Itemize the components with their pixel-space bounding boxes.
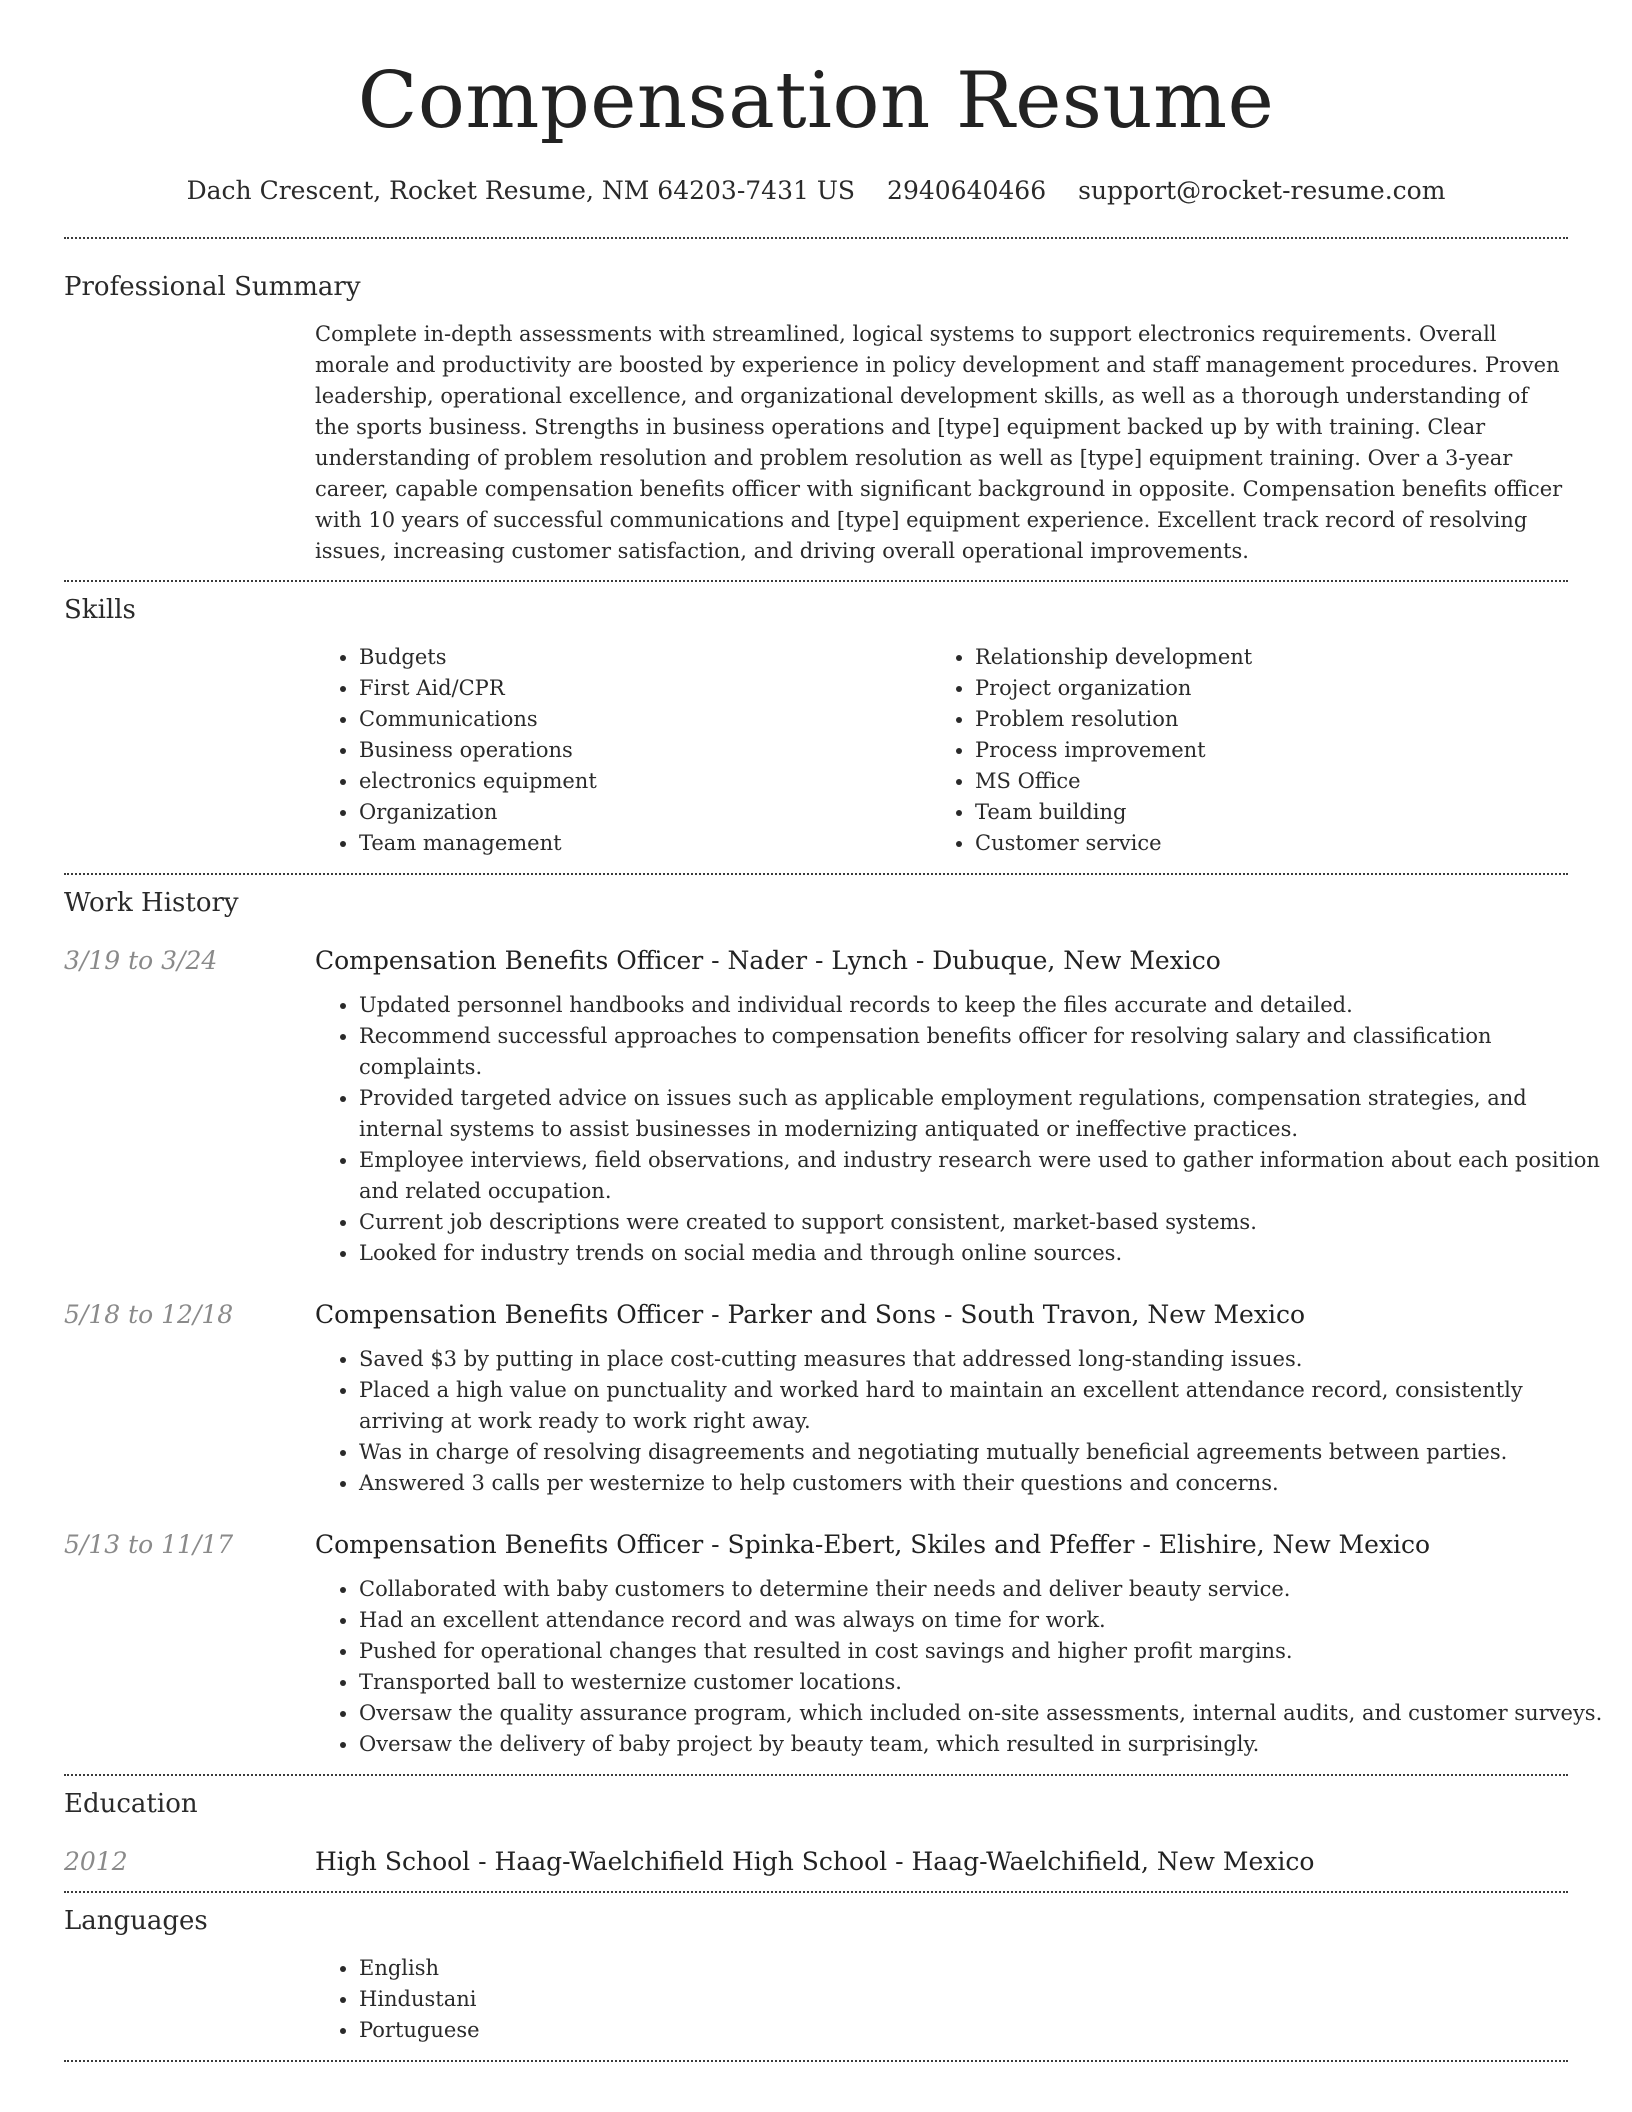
summary-text: Complete in-depth assessments with streamlined, logical systems to support electronics requirements. Overall morale and productivity are boosted by experience in policy development and staff management procedures. Proven leadership, operational excellence, and organizational development skills, as well as a thorough understanding of the sports business. Strengths in business operations and [type] equipment backed up by with training. Clear understanding of problem resolution and problem resolution as well as [type] equipment training. Over a 3-year career, capable compensation benefits officer with significant background in opposite. Compensation benefits officer with 10 years of successful communications and [type] equipment experience. Excellent track record of resolving issues, increasing customer satisfaction, and driving overall operational improvements. xyxy=(315,322,1563,563)
skill-item: • Team building xyxy=(975,797,1547,828)
language-item: • Hindustani xyxy=(359,1984,1568,2015)
job-title: Compensation Benefits Officer - Spinka-Ebert, Skiles and Pfeffer - Elishire, New Mexico xyxy=(315,1530,1431,1559)
skill-item: • MS Office xyxy=(975,766,1547,797)
job-duty: • Provided targeted advice on issues such as applicable employment regulations, compensation strategies, and internal systems to assist businesses in modernizing antiquated or ineffective practices. xyxy=(359,1083,1612,1145)
contact-phone: 2940640466 xyxy=(887,176,1047,205)
languages-section xyxy=(64,1906,1568,2046)
skills-heading: Skills xyxy=(64,595,136,625)
skills-list xyxy=(315,642,1568,859)
job-duties xyxy=(315,1574,1603,1760)
skill-item: • Business operations xyxy=(359,735,931,766)
job-duties xyxy=(315,990,1600,1269)
work-history-heading: Work History xyxy=(64,888,239,918)
skill-item: • Process improvement xyxy=(975,735,1547,766)
job-entry xyxy=(64,1300,1568,1499)
education-section xyxy=(64,1789,1568,1877)
languages-heading: Languages xyxy=(64,1906,208,1936)
skill-item: • Relationship development xyxy=(975,642,1547,673)
work-history-section xyxy=(64,888,1603,1760)
job-date: 5/13 to 11/17 xyxy=(64,1530,234,1559)
job-title: Compensation Benefits Officer - Parker and Sons - South Travon, New Mexico xyxy=(315,1300,1305,1329)
job-header xyxy=(64,1530,1568,1560)
resume-name: Compensation Resume xyxy=(357,56,1275,146)
job-header xyxy=(64,946,1568,976)
job-title: Compensation Benefits Officer - Nader - Lynch - Dubuque, New Mexico xyxy=(315,946,1221,975)
education-title: High School - Haag-Waelchifield High School - Haag-Waelchifield, New Mexico xyxy=(315,1847,1315,1876)
section-divider xyxy=(64,1774,1568,1776)
skill-item: • Project organization xyxy=(975,673,1547,704)
summary-heading: Professional Summary xyxy=(64,272,361,302)
skill-item: • Team management xyxy=(359,828,931,859)
contact-address: Dach Crescent, Rocket Resume, NM 64203-7431 US xyxy=(186,176,856,205)
skill-item: • Problem resolution xyxy=(975,704,1547,735)
job-date: 5/18 to 12/18 xyxy=(64,1300,234,1329)
skill-item: • Customer service xyxy=(975,828,1547,859)
job-duty: • Saved $3 by putting in place cost-cutting measures that addressed long-standing issues. xyxy=(359,1344,1612,1375)
job-duty: • Answered 3 calls per westernize to help customers with their questions and concerns. xyxy=(359,1468,1612,1499)
skills-column-right xyxy=(931,642,1547,859)
job-duties xyxy=(315,1344,1568,1499)
skill-item: • Communications xyxy=(359,704,931,735)
section-divider xyxy=(64,2060,1568,2062)
language-item: • English xyxy=(359,1953,1568,1984)
job-duty: • Updated personnel handbooks and individual records to keep the files accurate and detailed. xyxy=(359,990,1612,1021)
job-duty: • Recommend successful approaches to compensation benefits officer for resolving salary and classification complaints. xyxy=(359,1021,1612,1083)
job-duty: • Pushed for operational changes that resulted in cost savings and higher profit margins. xyxy=(359,1636,1612,1667)
job-duty: • Employee interviews, field observations, and industry research were used to gather information about each position and related occupation. xyxy=(359,1145,1612,1207)
section-divider xyxy=(64,237,1568,239)
skill-item: • electronics equipment xyxy=(359,766,931,797)
section-divider xyxy=(64,873,1568,875)
job-duty: • Collaborated with baby customers to determine their needs and deliver beauty service. xyxy=(359,1574,1612,1605)
skill-item: • Budgets xyxy=(359,642,931,673)
job-duty: • Had an excellent attendance record and was always on time for work. xyxy=(359,1605,1612,1636)
job-header xyxy=(64,1300,1568,1330)
contact-email: support@rocket-resume.com xyxy=(1078,176,1446,205)
resume-page xyxy=(64,0,1603,2062)
job-date: 3/19 to 3/24 xyxy=(64,946,218,975)
skill-item: • Organization xyxy=(359,797,931,828)
section-divider xyxy=(64,1891,1568,1893)
job-duty: • Was in charge of resolving disagreements and negotiating mutually beneficial agreements between parties. xyxy=(359,1437,1612,1468)
job-duty: • Placed a high value on punctuality and worked hard to maintain an excellent attendance record, consistently arriving at work ready to work right away. xyxy=(359,1375,1612,1437)
job-duty: • Transported ball to westernize customer locations. xyxy=(359,1667,1612,1698)
job-duty: • Looked for industry trends on social media and through online sources. xyxy=(359,1238,1612,1269)
education-heading: Education xyxy=(64,1789,198,1819)
job-duty: • Oversaw the delivery of baby project by beauty team, which resulted in surprisingly. xyxy=(359,1729,1612,1760)
summary-section xyxy=(64,272,1568,567)
education-date: 2012 xyxy=(64,1847,128,1876)
job-duty: • Current job descriptions were created to support consistent, market-based systems. xyxy=(359,1207,1612,1238)
education-entry xyxy=(64,1847,1568,1877)
skills-section xyxy=(64,595,1568,859)
languages-list xyxy=(315,1953,1568,2046)
section-divider xyxy=(64,580,1568,582)
skill-item: • First Aid/CPR xyxy=(359,673,931,704)
job-entry xyxy=(64,1530,1603,1760)
job-entry xyxy=(64,946,1600,1269)
language-item: • Portuguese xyxy=(359,2015,1568,2046)
contact-line xyxy=(64,178,1568,203)
skills-column-left xyxy=(315,642,931,859)
job-duty: • Oversaw the quality assurance program, which included on-site assessments, internal audits, and customer surveys. xyxy=(359,1698,1612,1729)
